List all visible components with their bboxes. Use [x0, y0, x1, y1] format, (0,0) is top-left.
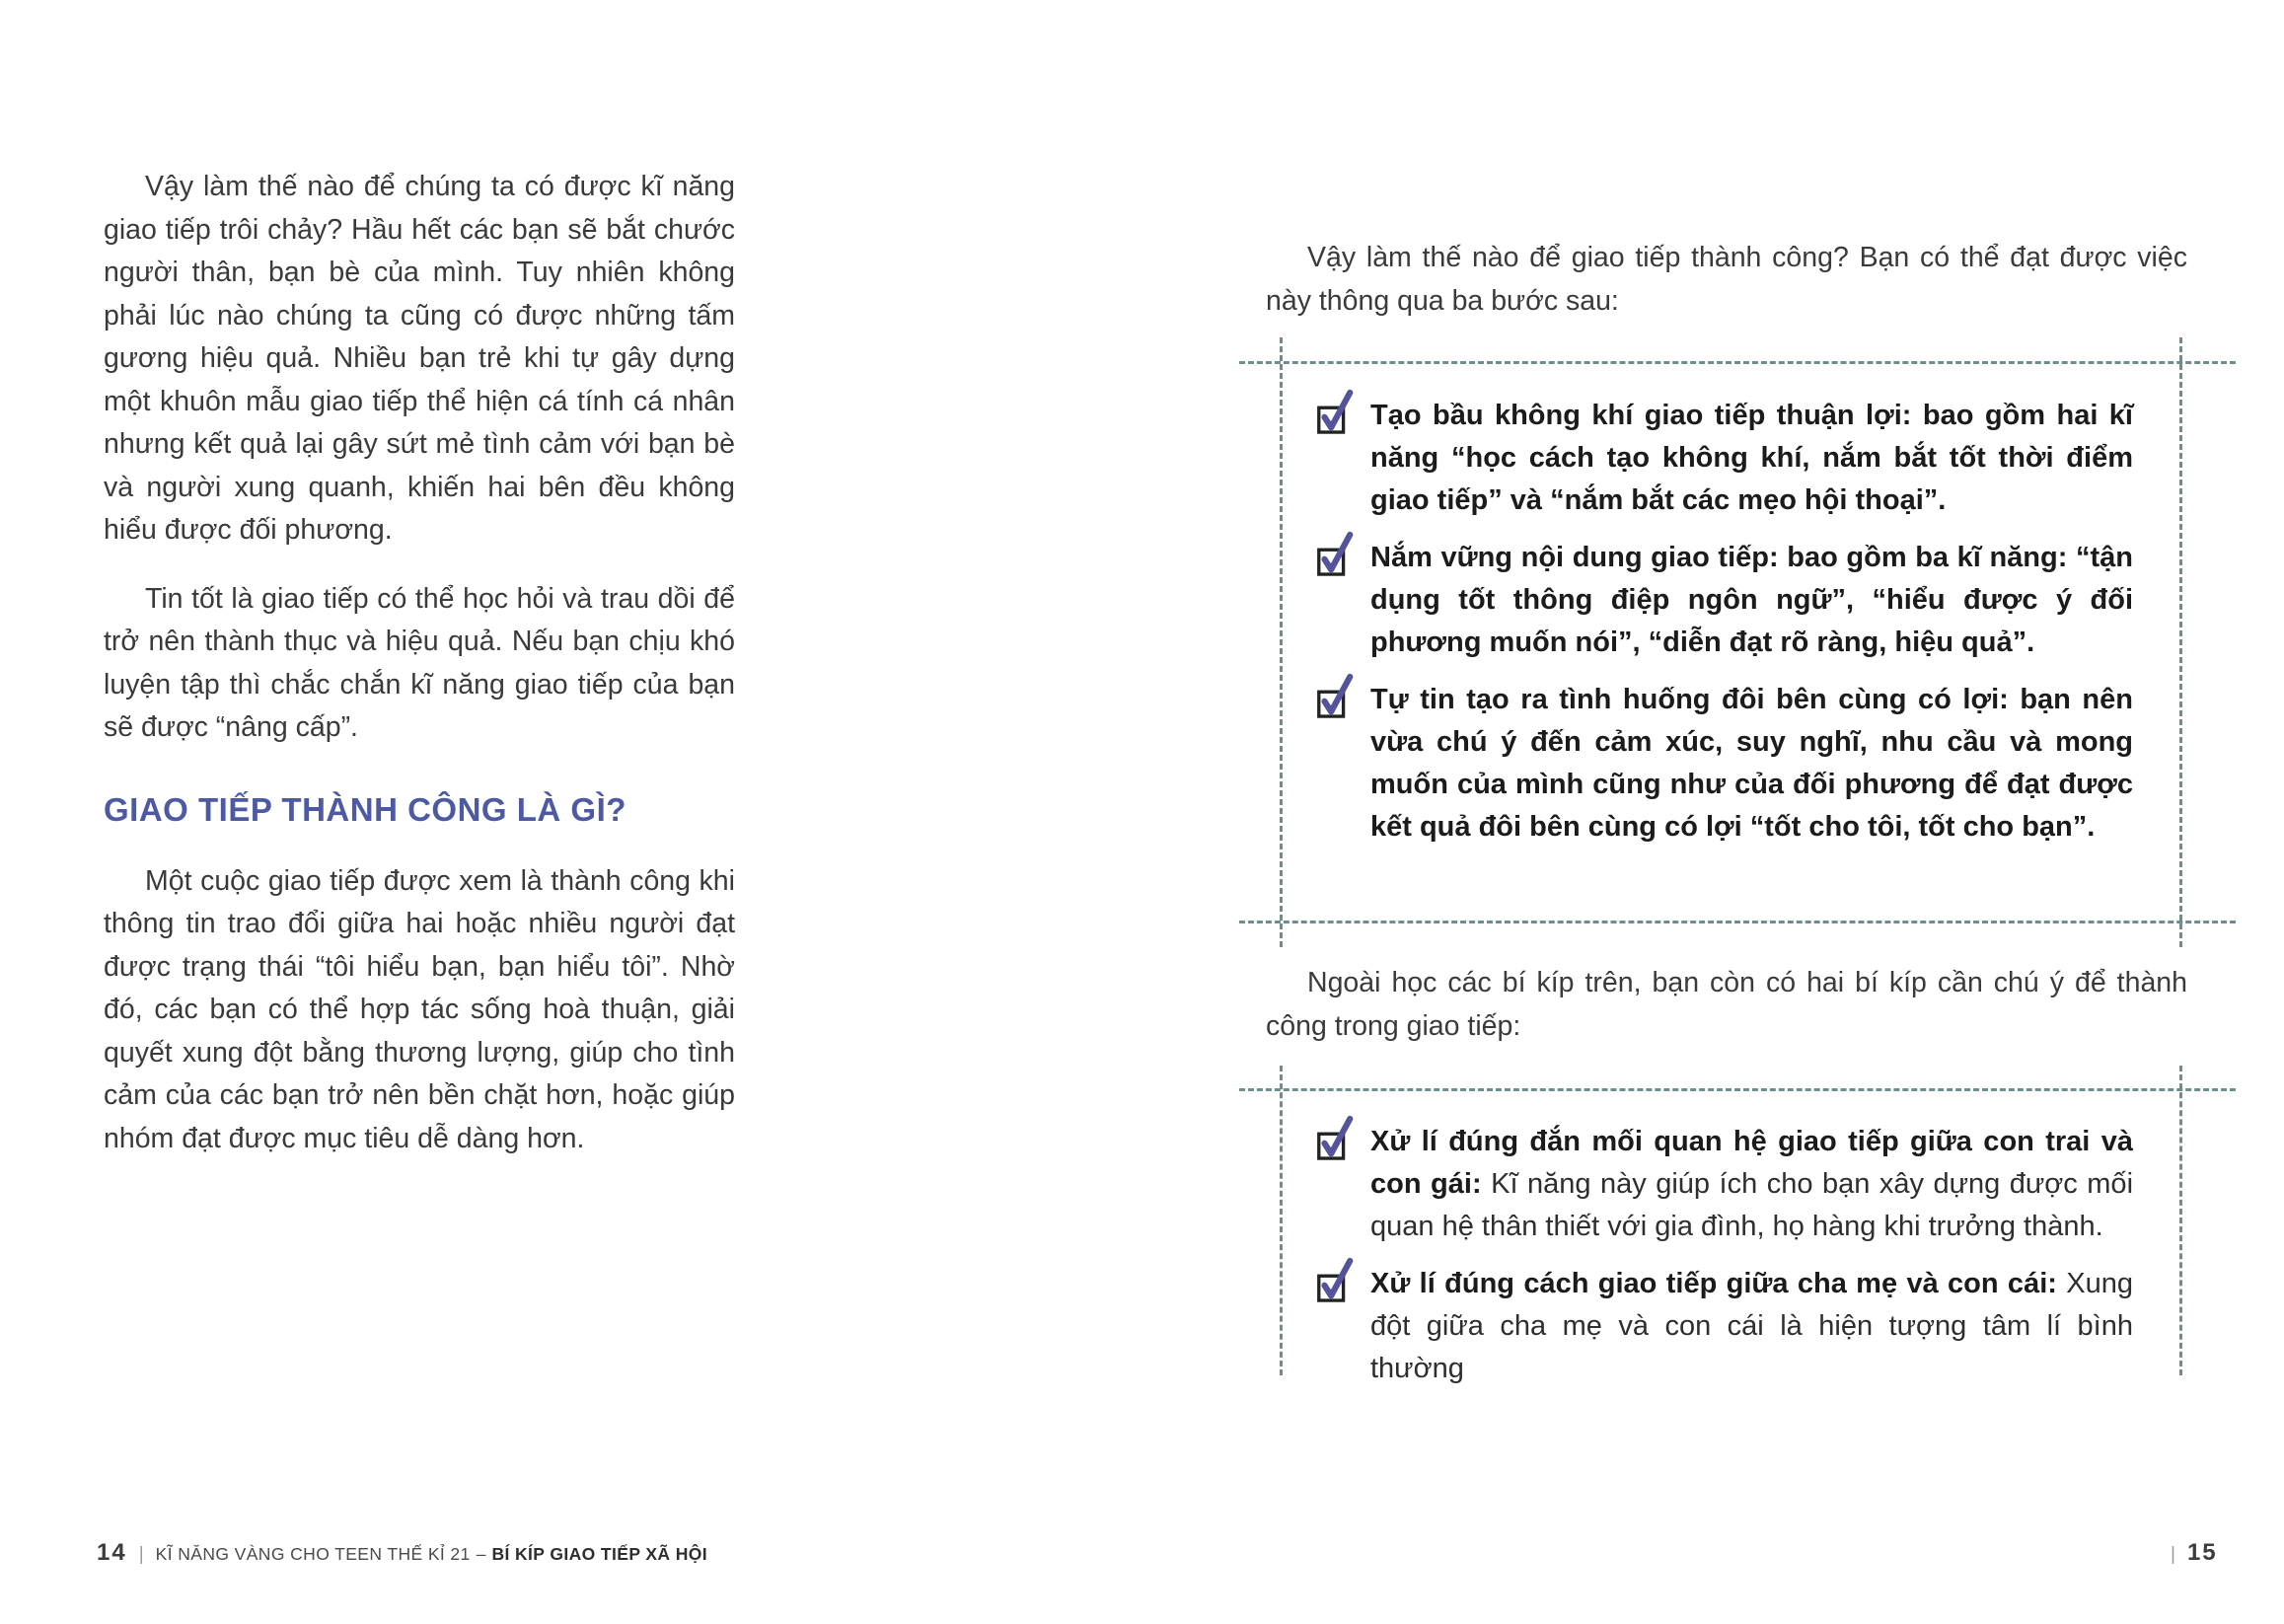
checkbox-icon [1314, 387, 1356, 438]
tips-box-top-border [1239, 1088, 2236, 1091]
section-heading: GIAO TIẾP THÀNH CÔNG LÀ GÌ? [104, 790, 626, 828]
steps-box-left-border [1280, 337, 1283, 947]
page-number: 15 [2186, 1539, 2218, 1566]
list-item-body: Kĩ năng này giúp ích cho bạn xây dựng được mối quan hệ thân thiết với gia đình, họ hàng khi trưởng thành. [1370, 1168, 2134, 1242]
checkbox-icon [1314, 1255, 1356, 1306]
steps-box-right-border [2179, 337, 2182, 947]
paragraph: Vậy làm thế nào để giao tiếp thành công? Bạn có thể đạt được việc này thông qua ba bước sau: [1266, 242, 2187, 317]
paragraph: Ngoài học các bí kíp trên, bạn còn có hai bí kíp cần chú ý để thành công trong giao tiếp: [1266, 967, 2187, 1042]
list-item-lead: Xử lí đúng đắn mối quan hệ giao tiếp giữa con trai và con gái: [1370, 1126, 2133, 1200]
list-item [1314, 537, 2133, 664]
list-item-text [1370, 1121, 2133, 1248]
list-item [1314, 679, 2133, 849]
list-item [1314, 395, 2133, 522]
right-page-middle [1266, 962, 2187, 1048]
footer-separator: | [138, 1544, 144, 1565]
checkbox-icon [1314, 671, 1356, 722]
left-page-column [104, 166, 735, 1186]
paragraph: Một cuộc giao tiếp được xem là thành công khi thông tin trao đổi giữa hai hoặc nhiều người đạt được trạng thái “tôi hiểu bạn, bạn hiểu tôi”. Nhờ đó, các bạn có thể hợp tác sống hoà thuận, giải quyết xung đột bằng thương lượng, giúp cho tình cảm của các bạn trở nên bền chặt hơn, hoặc giúp nhóm đạt được mục tiêu dễ dàng hơn. [104, 864, 735, 1154]
steps-box-top-border [1239, 361, 2236, 364]
tips-box-left-border [1280, 1066, 1283, 1375]
list-item-lead: Xử lí đúng cách giao tiếp giữa cha mẹ và con cái: [1370, 1268, 2057, 1299]
tips-box-right-border [2179, 1066, 2182, 1375]
paragraph: Vậy làm thế nào để chúng ta có được kĩ năng giao tiếp trôi chảy? Hầu hết các bạn sẽ bắt chước người thân, bạn bè của mình. Tuy nhiên không phải lúc nào chúng ta cũng có được những tấm gương hiệu quả. Nhiều bạn trẻ khi tự gây dựng một khuôn mẫu giao tiếp thể hiện cá tính cá nhân nhưng kết quả lại gây sứt mẻ tình cảm với bạn bè và người xung quanh, khiến hai bên đều không hiểu được đối phương. [104, 171, 735, 546]
list-item-text: Nắm vững nội dung giao tiếp: bao gồm ba kĩ năng: “tận dụng tốt thông điệp ngôn ngữ”, “hiểu được ý đối phương muốn nói”, “diễn đạt rõ ràng, hiệu quả”. [1370, 542, 2133, 658]
steps-box-bottom-border [1239, 921, 2236, 923]
series-title: KĨ NĂNG VÀNG CHO TEEN THẾ KỈ 21 [155, 1544, 471, 1564]
checkbox-icon [1314, 1113, 1356, 1164]
list-item [1314, 1263, 2133, 1390]
left-page-footer [97, 1539, 707, 1567]
right-page-intro [1266, 237, 2187, 323]
book-title: BÍ KÍP GIAO TIẾP XÃ HỘI [491, 1544, 708, 1564]
steps-checklist [1314, 395, 2133, 863]
tips-checklist [1314, 1121, 2133, 1405]
list-item-text [1370, 1263, 2133, 1390]
list-item-body: Xung đột giữa cha mẹ và con cái là hiện tượng tâm lí bình thường [1370, 1268, 2133, 1384]
list-item [1314, 1121, 2133, 1248]
page-number: 14 [97, 1539, 127, 1566]
checkbox-icon [1314, 529, 1356, 580]
right-page-footer [2159, 1539, 2218, 1567]
list-item-text: Tự tin tạo ra tình huống đôi bên cùng có lợi: bạn nên vừa chú ý đến cảm xúc, suy nghĩ, nhu cầu và mong muốn của mình cũng như của đối phương để đạt được kết quả đôi bên cùng có lợi “tốt cho tôi, tốt cho bạn”. [1370, 684, 2133, 843]
footer-separator: | [2171, 1544, 2175, 1565]
list-item-text: Tạo bầu không khí giao tiếp thuận lợi: bao gồm hai kĩ năng “học cách tạo không khí, nắm bắt tốt thời điểm giao tiếp” và “nắm bắt các mẹo hội thoại”. [1370, 400, 2133, 516]
footer-dash: – [476, 1544, 486, 1564]
paragraph: Tin tốt là giao tiếp có thể học hỏi và trau dồi để trở nên thành thục và hiệu quả. Nếu bạn chịu khó luyện tập thì chắc chắn kĩ năng giao tiếp của bạn sẽ được “nâng cấp”. [104, 582, 735, 743]
